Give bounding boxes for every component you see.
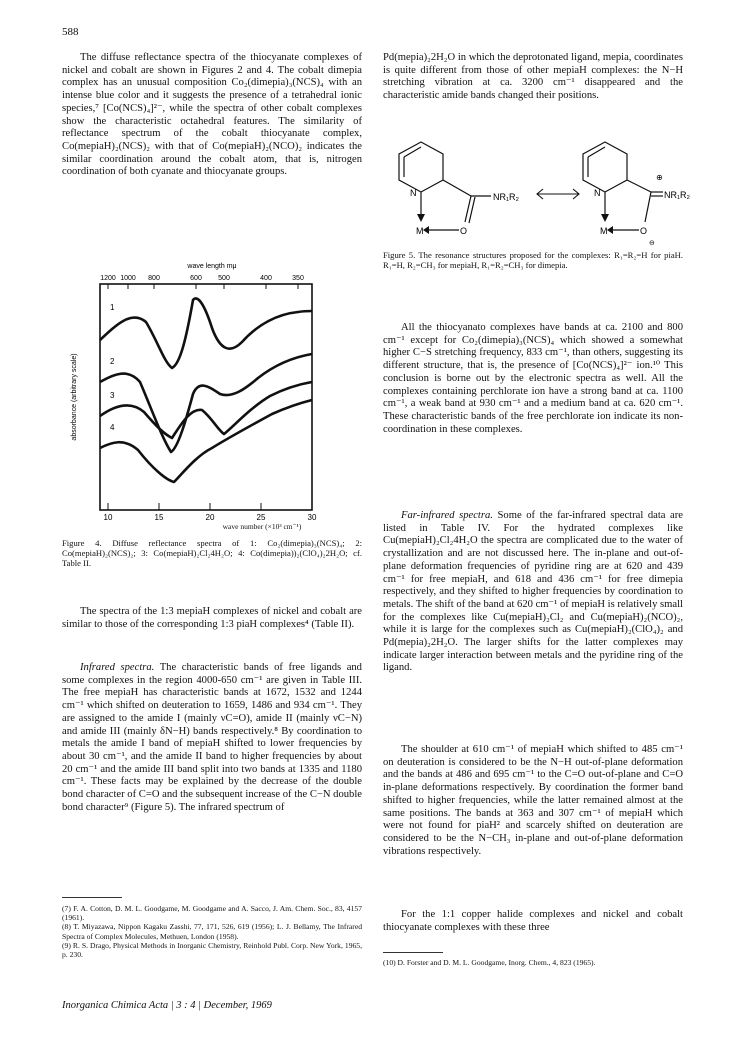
curve-label: 1 — [110, 303, 115, 312]
bottom-tick-labels — [104, 513, 317, 522]
top-tick: 1200 — [100, 275, 116, 282]
bottom-tick: 15 — [154, 513, 164, 522]
infrared-text — [62, 662, 362, 814]
right-metal: M — [600, 226, 608, 236]
resonance-structures — [383, 130, 691, 250]
top-axis-title: wave length mμ — [187, 263, 237, 270]
bottom-tick: 25 — [256, 513, 266, 522]
footnotes-right — [383, 958, 683, 967]
page-number: 588 — [62, 26, 79, 38]
left-arrowhead-o — [423, 226, 429, 234]
right-pyridine-n: N — [594, 188, 601, 198]
figure-4-caption — [62, 538, 362, 568]
top-tick: 350 — [292, 275, 304, 282]
left-dative-arrowhead — [417, 214, 425, 222]
right-dative-arrowhead — [601, 214, 609, 222]
paragraph-far-infrared — [383, 510, 683, 675]
top-tick-labels — [100, 275, 304, 282]
curve-1 — [100, 298, 312, 368]
top-tick: 400 — [260, 275, 272, 282]
left-metal: M — [416, 226, 424, 236]
thiocyanato-text: All the thiocyanato complexes have bands at ca. 2100 and 800 cm⁻¹ except for Co₂(dimepia)₃(NCS)₄ which showed a somewhat higher C−S stretching frequency, 833 cm⁻¹, than others, suggesting its different structure, that is, the presence of [Co(NCS)₄]²⁻ ion.¹⁰ This conclusion is borne out by the electronic spectra as well. All the complexes containing perchlorate ion have a strong band at ca. 1100 cm⁻¹, a weak band at 930 cm⁻¹ and a medium band at ca. 620 cm⁻¹. These characteristic bands of the free perchlorate ion indicate its non-coordination in these complexes. — [383, 322, 683, 435]
far-infrared-text — [383, 510, 683, 675]
resonance-arrow — [537, 189, 579, 199]
caption-text: Diffuse reflectance spectra of 1: Co₂(dimepia)₃(NCS)₄; 2: Co(mepiaH)₂(NCS)₂; 3: Co(mepiaH)₂Cl₂4H₂O; 4: Co(dimepia))₂(ClO₄)₂2H₂O; cf. Table II. — [62, 538, 363, 568]
figure-4 — [62, 258, 363, 568]
left-oxygen: O — [460, 226, 468, 236]
caption-lead: Figure 5. — [383, 250, 416, 260]
top-tick: 600 — [190, 275, 202, 282]
paragraph-infrared — [62, 662, 362, 814]
paragraph-reflectance — [62, 52, 362, 179]
curve-labels — [110, 303, 115, 432]
paragraph-1-3-complexes — [62, 606, 362, 631]
reflectance-text: The diffuse reflectance spectra of the thiocyanate complexes of nickel and cobalt are shown in Figures 2 and 4. The cobalt dimepia complex has an unusual composition Co₂(dimepia)₃(NCS)₄ with an intense blue color and it suggests the presence of a tetrahedral ionic species,⁷ [Co(NCS)₄]²⁻, while the spectra of other cobalt complexes show the characteristic octahedral features. The similarity of reflectance spectrum of the cobalt thiocyanate complex, Co(mepiaH)₂(NCS)₂ with that of Co(mepiaH)₂(NCO)₂ indicates the similar coordination around the cobalt atom, that is, nitrogen coordination of both cyanate and thiocyanate groups. — [62, 52, 362, 178]
y-axis-label: absorbance (arbitrary scale) — [71, 353, 78, 441]
right-minus-charge: ⊖ — [649, 240, 655, 247]
curve-2 — [100, 354, 312, 452]
copper-halide-text: For the 1:1 copper halide complexes and nickel and cobalt thiocyanate complexes with these three — [383, 909, 683, 933]
shoulder-text: The shoulder at 610 cm⁻¹ of mepiaH which shifted to 485 cm⁻¹ on deuteration is considered to be the N−H out-of-plane deformation and the bands at 486 and 695 cm⁻¹ to the C=O out-of-plane and C=O in-plane deformations respectively. By coordination the former band shifted to higher frequencies, while the latter remained almost at the same positions. The bands at 363 and 307 cm⁻¹ of mepiaH which were not found for piaH² and scarcely shifted on deuteration are considered to be the N−CH₃ in-plane and out-of-plane deformation vibrations respectively. — [383, 744, 683, 857]
reference-9: (9) R. S. Drago, Physical Methods in Inorganic Chemistry, Reinhold Publ. Corp. New York, 1965, p. 230. — [62, 940, 362, 960]
x-axis-label: wave number (×10³ cm⁻¹) — [222, 522, 302, 531]
bottom-ticks — [108, 503, 312, 510]
pd-complex-text: Pd(mepia)₂2H₂O in which the deprotonated ligand, mepia, coordinates is quite different from those of other mepiaH complexes: the N−H stretching vibration at ca. 3200 cm⁻¹ disappeared and the characteristic amide bands changed their positions. — [383, 52, 683, 102]
reference-8: (8) T. Miyazawa, Nippon Kagaku Zasshi, 77, 171, 526, 619 (1956); L. J. Bellamy, The Infrared Spectra of Complex Molecules, Methuen, London (1958). — [62, 922, 362, 941]
right-oxygen: O — [640, 226, 648, 236]
footnotes-left — [62, 904, 362, 959]
right-arrowhead-o — [607, 226, 613, 234]
caption-lead: Figure 4. — [62, 538, 102, 548]
curve-label: 2 — [110, 357, 115, 366]
top-tick: 800 — [148, 275, 160, 282]
figure-4-plot — [62, 258, 362, 523]
paragraph-shoulder — [383, 744, 683, 858]
caption-text: The resonance structures proposed for the complexes: R₁=R₂=H for piaH. R₁=H, R₂=CH₃ for mepiaH, R₁=R₂=CH₃ for dimepia. — [383, 250, 683, 270]
journal-footer: Inorganica Chimica Acta | 3 : 4 | December, 1969 — [62, 1000, 272, 1011]
right-structure — [583, 142, 663, 230]
top-tick: 1000 — [120, 275, 136, 282]
infrared-body: The characteristic bands of free ligands and some complexes in the region 4000-650 cm⁻¹ are given in Table III. The free mepiaH has characteristic bands at 1672, 1532 and 1244 cm⁻¹ which shifted on deuteration to 1659, 1486 and 934 cm⁻¹. They are assigned to the amide I (mainly νC=O), amide II (mainly νC−N) and amide III (mainly δN−H) bands respectively.⁸ By coordination to metals the amide I band of mepiaH shifted to lower frequencies by about 30 cm⁻¹, and the amide II band to higher frequencies by about 20 cm⁻¹ and the amide III band split into two bands at 1335 and 1180 cm⁻¹. These facts may be explained by the decrease of the double bond character of C=O and the subsequent increase of the C−N double bond character⁹ (Figure 5). The infrared spectrum of — [62, 662, 362, 813]
complexes-text: The spectra of the 1:3 mepiaH complexes of nickel and cobalt are similar to those of the corresponding 1:3 piaH complexes⁴ (Table II). — [62, 606, 362, 630]
infrared-heading: Infrared spectra. — [80, 662, 155, 673]
right-amide-group: NR₁R₂ — [664, 190, 691, 200]
paragraph-pd-complex — [383, 52, 683, 103]
footnote-rule — [62, 897, 122, 898]
curve-label: 3 — [110, 391, 115, 400]
top-tick: 500 — [218, 275, 230, 282]
left-pyridine-n: N — [410, 188, 417, 198]
figure-5 — [383, 130, 691, 270]
bottom-tick: 10 — [103, 513, 113, 522]
figure-5-caption — [383, 250, 683, 270]
curve-label: 4 — [110, 423, 115, 432]
footnote-rule-right — [383, 952, 443, 953]
reference-10: (10) D. Forster and D. M. L. Goodgame, Inorg. Chem., 4, 823 (1965). — [383, 958, 596, 967]
reference-7: (7) F. A. Cotton, D. M. L. Goodgame, M. Goodgame and A. Sacco, J. Am. Chem. Soc., 83, 4157 (1961). — [62, 904, 362, 923]
bottom-tick: 20 — [205, 513, 215, 522]
paragraph-copper-halide — [383, 909, 683, 934]
bottom-tick: 30 — [307, 513, 317, 522]
spectra-curves — [100, 298, 312, 482]
left-amide-group: NR₁R₂ — [493, 192, 520, 202]
far-infrared-heading: Far-infrared spectra. — [401, 510, 493, 521]
paragraph-thiocyanato — [383, 322, 683, 436]
right-plus-charge: ⊕ — [656, 173, 663, 182]
far-infrared-body: Some of the far-infrared spectral data are listed in Table IV. For the hydrated complexes like Cu(mepiaH)₂Cl₂4H₂O the spectra are complicated due to the water of crystallization and are not discussed here. The in-plane and out-of-plane deformation frequencies of pyridine ring are at 620 and 439 cm⁻¹ for free mepiaH, and 618 and 436 cm⁻¹ for free dimepia respectively, and they shifted to higher frequencies by coordination to metals. The shift of the band at 620 cm⁻¹ of mepiaH is relatively small for the complexes like Cu(mepiaH)₂Cl₂ and Cu(mepiaH)₂(NCO)₂, while it is large for the complexes such as Cu(mepiaH)₂(ClO₄)₂ and Pd(mepia)₂2H₂O. The larger shifts for the latter complexes may indicate larger interaction between metals and the pyridine ring of the ligand. — [383, 510, 683, 674]
left-structure — [399, 142, 491, 230]
